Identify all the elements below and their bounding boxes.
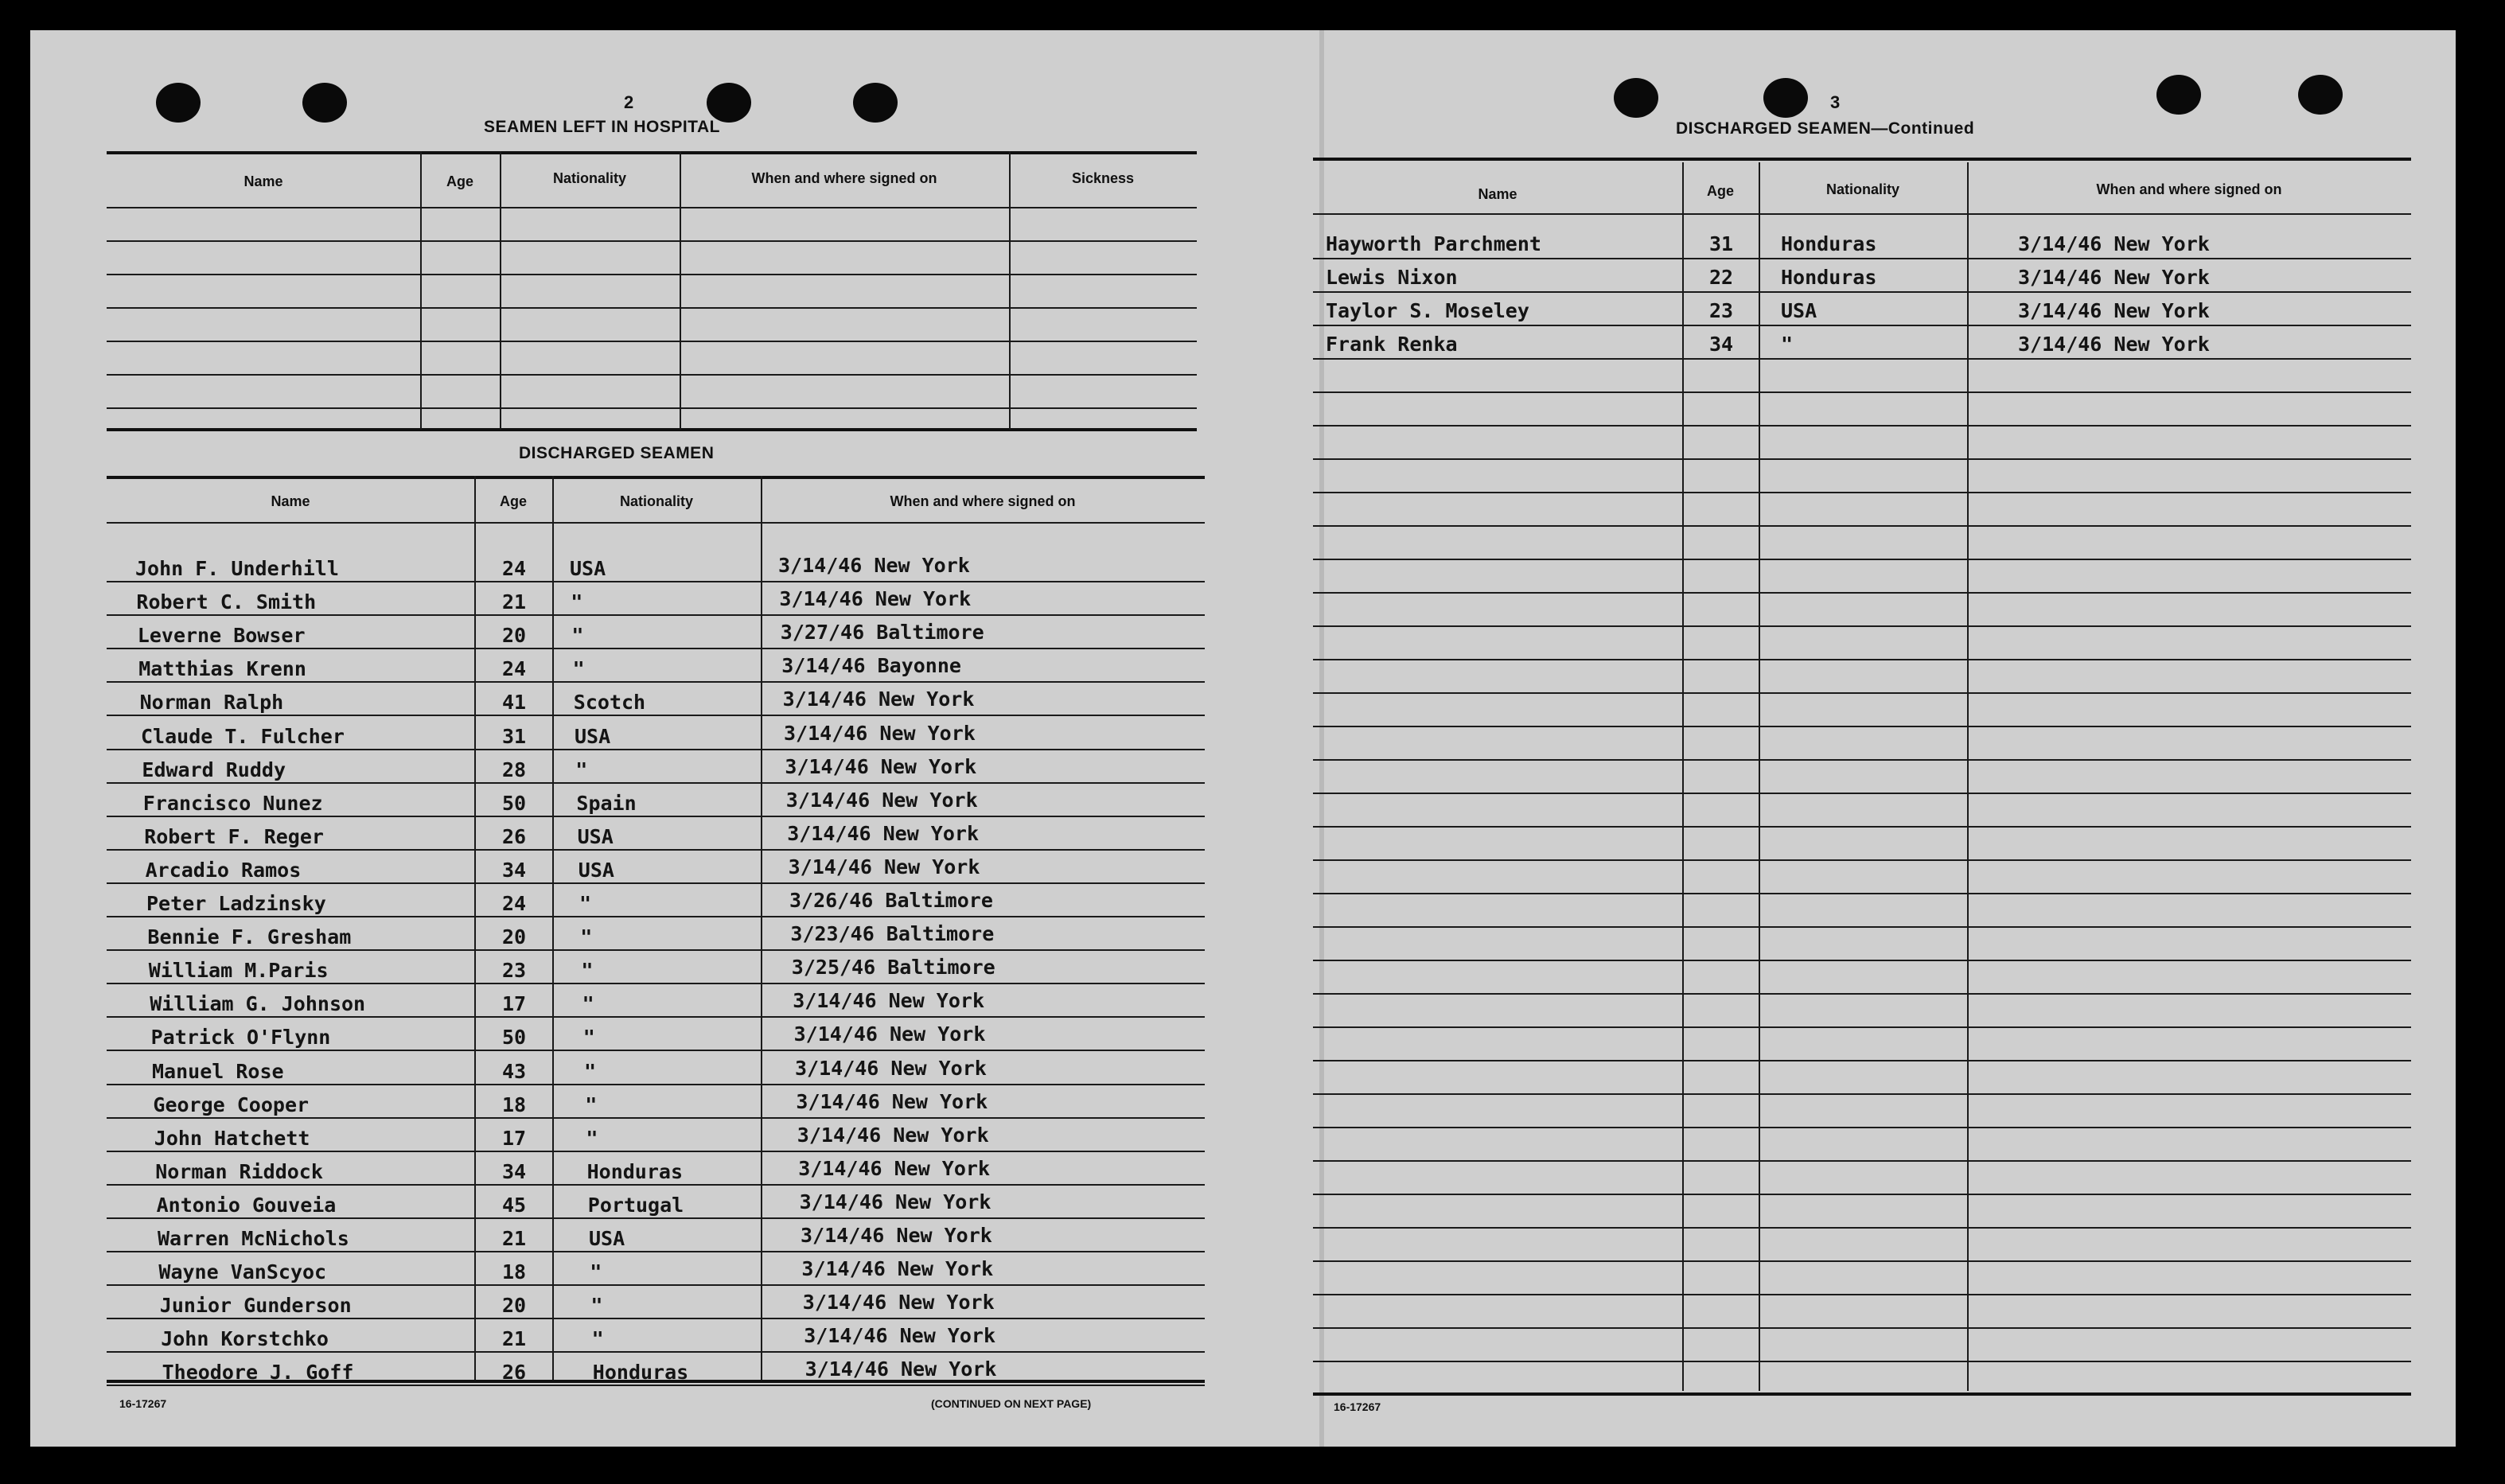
seaman-age: 24 xyxy=(501,892,527,915)
seaman-nationality: " xyxy=(572,657,585,680)
seaman-nationality: " xyxy=(575,758,588,781)
seaman-signed-on: 3/14/46 New York xyxy=(798,1157,991,1180)
seaman-age: 34 xyxy=(501,859,527,882)
seaman-name: Peter Ladzinsky xyxy=(146,892,326,915)
column-header: Age xyxy=(1706,183,1734,199)
continued-section-title: DISCHARGED SEAMEN—Continued xyxy=(1676,119,1975,138)
row-rule xyxy=(107,581,1205,582)
seaman-nationality: Spain xyxy=(576,792,637,815)
row-rule xyxy=(1313,793,2411,794)
form-number: 16-17267 xyxy=(1334,1400,1381,1413)
row-rule xyxy=(1313,1194,2411,1195)
row-rule xyxy=(107,1184,1205,1186)
seaman-age: 31 xyxy=(501,725,527,748)
seaman-age: 20 xyxy=(501,925,527,948)
row-rule xyxy=(1313,1294,2411,1295)
seaman-nationality: " xyxy=(584,1060,597,1083)
seaman-nationality: " xyxy=(585,1093,598,1116)
seaman-signed-on: 3/14/46 New York xyxy=(779,587,972,610)
row-rule xyxy=(1313,759,2411,761)
seaman-age: 34 xyxy=(501,1160,527,1183)
seaman-age: 50 xyxy=(501,1026,527,1049)
column-header: Nationality xyxy=(1825,181,1899,197)
row-rule xyxy=(107,983,1205,984)
row-rule xyxy=(107,1117,1205,1119)
seaman-age: 20 xyxy=(501,1294,527,1317)
punch-hole xyxy=(2298,75,2343,115)
seaman-name: John Korstchko xyxy=(161,1327,329,1350)
row-rule xyxy=(1313,1026,2411,1028)
row-rule xyxy=(1313,525,2411,527)
row-rule xyxy=(1313,325,2411,326)
row-rule xyxy=(107,816,1205,817)
seaman-name: Bennie F. Gresham xyxy=(147,925,352,948)
seaman-age: 26 xyxy=(501,825,527,848)
seaman-name: William G. Johnson xyxy=(150,992,366,1015)
seaman-age: 34 xyxy=(1708,333,1734,356)
seaman-signed-on: 3/25/46 Baltimore xyxy=(791,956,995,979)
seaman-nationality: " xyxy=(582,992,594,1015)
seaman-signed-on: 3/14/46 New York xyxy=(802,1291,995,1314)
row-rule xyxy=(1313,258,2411,259)
continued-note: (CONTINUED ON NEXT PAGE) xyxy=(931,1397,1092,1410)
row-rule xyxy=(1313,1361,2411,1362)
row-rule xyxy=(1313,592,2411,594)
punch-hole xyxy=(2156,75,2201,115)
seaman-name: Hayworth Parchment xyxy=(1326,232,1541,255)
seaman-nationality: Honduras xyxy=(586,1160,684,1183)
seaman-signed-on: 3/14/46 New York xyxy=(796,1090,988,1113)
seaman-nationality: USA xyxy=(578,859,614,882)
seaman-name: Claude T. Fulcher xyxy=(141,725,345,748)
row-rule xyxy=(107,1385,1205,1386)
seaman-age: 26 xyxy=(501,1361,527,1384)
row-rule xyxy=(1313,559,2411,560)
column-header: Age xyxy=(446,173,473,189)
column-header: Name xyxy=(243,173,283,189)
discharged-section-title: DISCHARGED SEAMEN xyxy=(519,444,715,462)
seaman-signed-on: 3/26/46 Baltimore xyxy=(789,889,993,912)
seaman-age: 18 xyxy=(501,1093,527,1116)
row-rule xyxy=(107,1050,1205,1051)
row-rule xyxy=(107,1217,1205,1219)
seaman-signed-on: 3/23/46 Baltimore xyxy=(790,922,995,945)
row-rule xyxy=(1313,1127,2411,1128)
seaman-nationality: " xyxy=(580,925,593,948)
hospital-section-title: SEAMEN LEFT IN HOSPITAL xyxy=(484,118,720,136)
seaman-age: 50 xyxy=(501,792,527,815)
seaman-nationality: " xyxy=(1781,333,1794,356)
seaman-name: Matthias Krenn xyxy=(138,657,306,680)
seaman-age: 17 xyxy=(501,992,527,1015)
seaman-age: 31 xyxy=(1708,232,1734,255)
row-rule xyxy=(1313,492,2411,493)
row-rule xyxy=(1313,960,2411,961)
seaman-nationality: Portugal xyxy=(587,1194,684,1217)
seaman-signed-on: 3/14/46 New York xyxy=(793,989,985,1012)
row-rule xyxy=(1313,826,2411,828)
seaman-nationality: USA xyxy=(577,825,614,848)
row-rule xyxy=(107,1084,1205,1085)
seaman-signed-on: 3/14/46 New York xyxy=(787,822,980,845)
seaman-name: Manuel Rose xyxy=(152,1060,284,1083)
column-header: Name xyxy=(1478,186,1517,202)
row-rule xyxy=(1313,1160,2411,1162)
seaman-nationality: USA xyxy=(575,725,611,748)
seaman-signed-on: 3/14/46 New York xyxy=(785,789,978,812)
seaman-name: Theodore J. Goff xyxy=(162,1361,354,1384)
row-rule xyxy=(1313,726,2411,727)
seaman-nationality: Honduras xyxy=(1781,266,1877,289)
row-rule xyxy=(107,849,1205,851)
row-rule xyxy=(1313,291,2411,293)
page-fold xyxy=(1319,30,1324,1447)
row-rule xyxy=(1313,1327,2411,1329)
seaman-name: Patrick O'Flynn xyxy=(150,1026,331,1049)
seaman-signed-on: 3/14/46 New York xyxy=(2018,299,2210,322)
seaman-nationality: " xyxy=(581,959,594,982)
seaman-name: Robert C. Smith xyxy=(136,590,317,613)
row-rule xyxy=(1313,1093,2411,1095)
column-header: Sickness xyxy=(1071,170,1135,186)
row-rule xyxy=(1313,993,2411,995)
seaman-name: Norman Ralph xyxy=(139,691,284,714)
seaman-name: Francisco Nunez xyxy=(142,792,323,815)
punch-hole xyxy=(156,83,201,123)
seaman-age: 24 xyxy=(501,557,527,580)
row-rule xyxy=(107,949,1205,951)
seaman-name: Robert F. Reger xyxy=(144,825,324,848)
column-header: Nationality xyxy=(552,170,626,186)
row-rule xyxy=(1313,1260,2411,1262)
seaman-age: 21 xyxy=(501,1327,527,1350)
seaman-name: Arcadio Ramos xyxy=(145,859,302,882)
seaman-name: Leverne Bowser xyxy=(137,624,306,647)
punch-hole xyxy=(853,83,898,123)
seaman-nationality: " xyxy=(579,892,592,915)
seaman-name: George Cooper xyxy=(153,1093,310,1116)
row-rule xyxy=(107,1351,1205,1353)
row-rule xyxy=(1313,458,2411,460)
seaman-nationality: " xyxy=(590,1260,602,1283)
page-number: 3 xyxy=(1830,92,1841,112)
seaman-nationality: " xyxy=(591,1327,604,1350)
seaman-name: Wayne VanScyoc xyxy=(158,1260,327,1283)
seaman-nationality: " xyxy=(586,1127,598,1150)
seaman-nationality: " xyxy=(590,1294,603,1317)
seaman-nationality: Scotch xyxy=(573,691,646,714)
row-rule xyxy=(1313,659,2411,660)
row-rule xyxy=(107,681,1205,683)
seaman-name: Antonio Gouveia xyxy=(156,1194,337,1217)
column-header: Age xyxy=(499,493,527,509)
seaman-age: 43 xyxy=(501,1060,527,1083)
seaman-age: 22 xyxy=(1708,266,1734,289)
column-header: When and where signed on xyxy=(2096,181,2282,197)
seaman-name: Frank Renka xyxy=(1326,333,1458,356)
row-rule xyxy=(107,648,1205,649)
seaman-nationality: " xyxy=(571,624,584,647)
seaman-signed-on: 3/14/46 New York xyxy=(785,755,977,778)
row-rule xyxy=(1313,893,2411,894)
seaman-age: 28 xyxy=(501,758,527,781)
row-rule xyxy=(1313,859,2411,861)
seaman-signed-on: 3/14/46 New York xyxy=(804,1324,996,1347)
seaman-signed-on: 3/14/46 New York xyxy=(804,1357,997,1381)
column-header: When and where signed on xyxy=(890,493,1076,509)
seaman-nationality: Honduras xyxy=(1781,232,1877,255)
seaman-age: 17 xyxy=(501,1127,527,1150)
seaman-signed-on: 3/14/46 New York xyxy=(799,1190,991,1213)
seaman-name: Lewis Nixon xyxy=(1326,266,1458,289)
row-rule xyxy=(1313,926,2411,928)
seaman-signed-on: 3/14/46 New York xyxy=(2018,232,2210,255)
punch-hole xyxy=(302,83,347,123)
row-rule xyxy=(107,782,1205,784)
seaman-signed-on: 3/14/46 New York xyxy=(782,687,975,711)
seaman-age: 23 xyxy=(1708,299,1734,322)
row-rule xyxy=(1313,425,2411,427)
seaman-signed-on: 3/14/46 New York xyxy=(793,1022,986,1046)
seaman-age: 18 xyxy=(501,1260,527,1283)
seaman-age: 41 xyxy=(501,691,527,714)
seaman-age: 21 xyxy=(501,590,527,613)
row-rule xyxy=(107,1318,1205,1319)
row-rule xyxy=(1313,625,2411,627)
seaman-signed-on: 3/14/46 New York xyxy=(801,1257,994,1280)
document-sheet xyxy=(30,30,2456,1447)
seaman-signed-on: 3/14/46 New York xyxy=(784,722,976,745)
row-rule xyxy=(1313,358,2411,360)
row-rule xyxy=(107,1151,1205,1152)
row-rule xyxy=(1313,1227,2411,1229)
seaman-name: Junior Gunderson xyxy=(159,1294,352,1317)
seaman-signed-on: 3/27/46 Baltimore xyxy=(780,621,984,644)
seaman-name: John Hatchett xyxy=(154,1127,310,1150)
row-rule xyxy=(1313,692,2411,694)
seaman-signed-on: 3/14/46 New York xyxy=(797,1124,989,1147)
row-rule xyxy=(107,1284,1205,1286)
page-number: 2 xyxy=(624,92,634,112)
row-rule xyxy=(107,882,1205,884)
seaman-nationality: USA xyxy=(1781,299,1817,322)
column-header: When and where signed on xyxy=(751,170,937,186)
seaman-age: 24 xyxy=(501,657,527,680)
row-rule xyxy=(1313,1060,2411,1061)
seaman-nationality: USA xyxy=(589,1227,625,1250)
row-rule xyxy=(107,749,1205,750)
seaman-nationality: " xyxy=(582,1026,595,1049)
seaman-age: 45 xyxy=(501,1194,527,1217)
row-rule xyxy=(107,1016,1205,1018)
seaman-signed-on: 3/14/46 New York xyxy=(795,1057,987,1080)
row-rule xyxy=(107,715,1205,716)
seaman-name: John F. Underhill xyxy=(135,557,339,580)
seaman-name: William M.Paris xyxy=(148,959,329,982)
seaman-signed-on: 3/14/46 New York xyxy=(788,855,980,878)
punch-hole xyxy=(707,83,751,123)
column-header: Name xyxy=(271,493,310,509)
row-rule xyxy=(1313,391,2411,393)
column-header: Nationality xyxy=(619,493,693,509)
seaman-signed-on: 3/14/46 Bayonne xyxy=(781,654,961,677)
seaman-nationality: Honduras xyxy=(592,1361,689,1384)
punch-hole xyxy=(1763,78,1808,118)
punch-hole xyxy=(1614,78,1658,118)
row-rule xyxy=(107,614,1205,616)
seaman-name: Norman Riddock xyxy=(155,1160,323,1183)
seaman-age: 21 xyxy=(501,1227,527,1250)
seaman-nationality: USA xyxy=(570,557,606,580)
seaman-name: Edward Ruddy xyxy=(142,758,286,781)
seaman-signed-on: 3/14/46 New York xyxy=(778,554,970,577)
row-rule xyxy=(107,916,1205,917)
seaman-signed-on: 3/14/46 New York xyxy=(2018,333,2210,356)
seaman-name: Warren McNichols xyxy=(158,1227,349,1250)
form-number: 16-17267 xyxy=(119,1397,167,1410)
seaman-nationality: " xyxy=(571,590,583,613)
seaman-age: 20 xyxy=(501,624,527,647)
row-rule xyxy=(107,1251,1205,1252)
seaman-signed-on: 3/14/46 New York xyxy=(2018,266,2210,289)
seaman-signed-on: 3/14/46 New York xyxy=(801,1224,992,1247)
seaman-name: Taylor S. Moseley xyxy=(1326,299,1529,322)
seaman-age: 23 xyxy=(501,959,527,982)
